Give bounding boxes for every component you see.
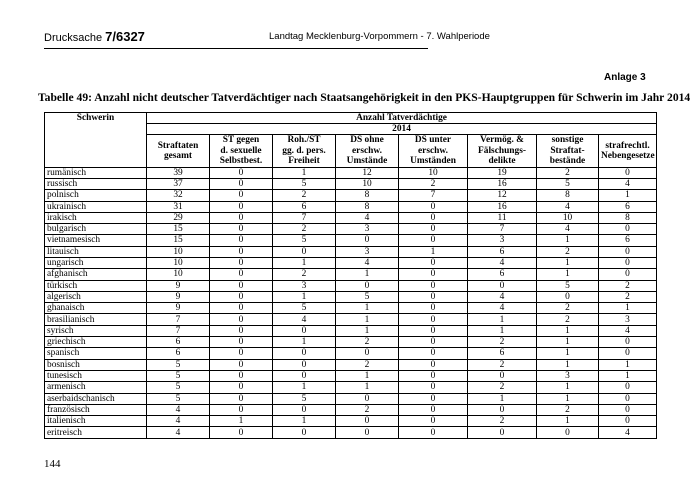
nationality-cell: ungarisch <box>45 258 147 269</box>
value-cell: 0 <box>399 224 468 235</box>
value-cell: 0 <box>210 393 273 404</box>
value-cell: 1 <box>537 359 599 370</box>
table-body <box>45 167 657 438</box>
table-group-header: Anzahl Tatverdächtige <box>147 113 657 124</box>
value-cell: 1 <box>468 314 537 325</box>
value-cell: 2 <box>599 280 657 291</box>
table-row <box>45 393 657 404</box>
table-row <box>45 416 657 427</box>
nationality-cell: ghanaisch <box>45 303 147 314</box>
value-cell: 2 <box>336 359 399 370</box>
table-row <box>45 325 657 336</box>
value-cell: 5 <box>273 235 336 246</box>
value-cell: 8 <box>537 190 599 201</box>
value-cell: 31 <box>147 201 210 212</box>
value-cell: 8 <box>336 201 399 212</box>
value-cell: 1 <box>468 393 537 404</box>
value-cell: 32 <box>147 190 210 201</box>
value-cell: 0 <box>210 212 273 223</box>
value-cell: 6 <box>147 348 210 359</box>
column-header: Vermög. & Fälschungs- delikte <box>468 135 537 167</box>
value-cell: 4 <box>336 258 399 269</box>
value-cell: 6 <box>147 337 210 348</box>
column-header: Straftaten gesamt <box>147 135 210 167</box>
value-cell: 2 <box>537 246 599 257</box>
value-cell: 4 <box>537 201 599 212</box>
value-cell: 0 <box>336 393 399 404</box>
value-cell: 0 <box>210 314 273 325</box>
table-row <box>45 427 657 438</box>
value-cell: 8 <box>599 212 657 223</box>
value-cell: 7 <box>399 190 468 201</box>
value-cell: 1 <box>599 303 657 314</box>
value-cell: 0 <box>210 291 273 302</box>
value-cell: 7 <box>273 212 336 223</box>
table-row <box>45 190 657 201</box>
value-cell: 4 <box>537 224 599 235</box>
value-cell: 0 <box>599 404 657 415</box>
value-cell: 1 <box>336 370 399 381</box>
value-cell: 0 <box>599 269 657 280</box>
value-cell: 0 <box>210 348 273 359</box>
value-cell: 3 <box>468 235 537 246</box>
value-cell: 1 <box>210 416 273 427</box>
table-row <box>45 359 657 370</box>
value-cell: 0 <box>336 280 399 291</box>
value-cell: 1 <box>336 382 399 393</box>
value-cell: 0 <box>210 325 273 336</box>
value-cell: 2 <box>537 314 599 325</box>
value-cell: 0 <box>399 235 468 246</box>
value-cell: 0 <box>210 370 273 381</box>
value-cell: 0 <box>468 370 537 381</box>
value-cell: 15 <box>147 235 210 246</box>
value-cell: 1 <box>336 269 399 280</box>
value-cell: 4 <box>599 178 657 189</box>
value-cell: 0 <box>399 314 468 325</box>
value-cell: 9 <box>147 280 210 291</box>
value-cell: 4 <box>468 291 537 302</box>
value-cell: 4 <box>273 314 336 325</box>
nationality-cell: ukrainisch <box>45 201 147 212</box>
document-number <box>44 29 145 44</box>
value-cell: 0 <box>399 269 468 280</box>
value-cell: 0 <box>599 246 657 257</box>
nationality-cell: brasilianisch <box>45 314 147 325</box>
value-cell: 2 <box>468 382 537 393</box>
value-cell: 0 <box>273 404 336 415</box>
value-cell: 6 <box>468 246 537 257</box>
value-cell: 1 <box>537 235 599 246</box>
value-cell: 0 <box>399 370 468 381</box>
value-cell: 0 <box>599 337 657 348</box>
value-cell: 0 <box>210 337 273 348</box>
value-cell: 0 <box>210 303 273 314</box>
header-divider <box>44 48 428 49</box>
value-cell: 0 <box>468 280 537 291</box>
value-cell: 2 <box>273 224 336 235</box>
value-cell: 6 <box>468 348 537 359</box>
column-header: sonstige Straftat- bestände <box>537 135 599 167</box>
value-cell: 0 <box>399 382 468 393</box>
value-cell: 0 <box>336 427 399 438</box>
value-cell: 0 <box>273 359 336 370</box>
value-cell: 0 <box>599 416 657 427</box>
value-cell: 0 <box>273 246 336 257</box>
value-cell: 10 <box>147 258 210 269</box>
document-label: Drucksache <box>44 32 103 44</box>
table-row <box>45 235 657 246</box>
value-cell: 0 <box>210 167 273 178</box>
value-cell: 0 <box>210 359 273 370</box>
value-cell: 4 <box>147 404 210 415</box>
value-cell: 1 <box>273 382 336 393</box>
value-cell: 10 <box>147 269 210 280</box>
nationality-cell: bosnisch <box>45 359 147 370</box>
value-cell: 0 <box>336 416 399 427</box>
value-cell: 0 <box>210 382 273 393</box>
table-row <box>45 269 657 280</box>
table-row <box>45 291 657 302</box>
value-cell: 0 <box>399 393 468 404</box>
value-cell: 1 <box>537 393 599 404</box>
table-row <box>45 314 657 325</box>
value-cell: 1 <box>537 258 599 269</box>
value-cell: 0 <box>399 404 468 415</box>
column-header: DS ohne erschw. Umstände <box>336 135 399 167</box>
value-cell: 2 <box>468 359 537 370</box>
table-row <box>45 224 657 235</box>
value-cell: 3 <box>537 370 599 381</box>
table-row <box>45 212 657 223</box>
value-cell: 5 <box>336 291 399 302</box>
table-row <box>45 370 657 381</box>
value-cell: 2 <box>273 190 336 201</box>
table-row <box>45 178 657 189</box>
nationality-cell: polnisch <box>45 190 147 201</box>
value-cell: 1 <box>273 167 336 178</box>
value-cell: 6 <box>273 201 336 212</box>
value-cell: 0 <box>399 280 468 291</box>
value-cell: 5 <box>147 393 210 404</box>
value-cell: 0 <box>210 201 273 212</box>
nationality-cell: algerisch <box>45 291 147 302</box>
column-header: ST gegen d. sexuelle Selbstbest. <box>210 135 273 167</box>
value-cell: 4 <box>599 325 657 336</box>
value-cell: 0 <box>537 427 599 438</box>
value-cell: 5 <box>147 382 210 393</box>
value-cell: 16 <box>468 201 537 212</box>
column-header: strafrechtl. Nebengesetze <box>599 135 657 167</box>
value-cell: 1 <box>537 348 599 359</box>
value-cell: 0 <box>399 291 468 302</box>
value-cell: 0 <box>599 258 657 269</box>
value-cell: 2 <box>273 269 336 280</box>
value-cell: 5 <box>537 178 599 189</box>
value-cell: 3 <box>336 224 399 235</box>
nationality-cell: griechisch <box>45 337 147 348</box>
value-cell: 1 <box>537 416 599 427</box>
value-cell: 11 <box>468 212 537 223</box>
table-row <box>45 201 657 212</box>
value-cell: 9 <box>147 291 210 302</box>
page-number: 144 <box>44 458 61 470</box>
value-cell: 6 <box>599 201 657 212</box>
value-cell: 10 <box>147 246 210 257</box>
value-cell: 15 <box>147 224 210 235</box>
value-cell: 0 <box>273 325 336 336</box>
table-row <box>45 246 657 257</box>
value-cell: 0 <box>210 258 273 269</box>
nationality-cell: armenisch <box>45 382 147 393</box>
nationality-cell: tunesisch <box>45 370 147 381</box>
column-header: Roh./ST gg. d. pers. Freiheit <box>273 135 336 167</box>
value-cell: 4 <box>147 416 210 427</box>
value-cell: 0 <box>399 359 468 370</box>
value-cell: 0 <box>210 178 273 189</box>
value-cell: 10 <box>537 212 599 223</box>
value-cell: 0 <box>210 280 273 291</box>
value-cell: 0 <box>210 269 273 280</box>
value-cell: 1 <box>273 258 336 269</box>
value-cell: 16 <box>468 178 537 189</box>
value-cell: 2 <box>399 178 468 189</box>
table-row <box>45 167 657 178</box>
table-row <box>45 303 657 314</box>
nationality-cell: afghanisch <box>45 269 147 280</box>
nationality-cell: bulgarisch <box>45 224 147 235</box>
nationality-cell: aserbaidschanisch <box>45 393 147 404</box>
value-cell: 0 <box>210 190 273 201</box>
value-cell: 12 <box>468 190 537 201</box>
value-cell: 0 <box>399 201 468 212</box>
value-cell: 5 <box>273 178 336 189</box>
table-title: Tabelle 49: Anzahl nicht deutscher Tatverdächtiger nach Staatsangehörigkeit in den PKS-Hauptgruppen für Schwerin im Jahr 2014 <box>38 91 691 104</box>
value-cell: 2 <box>537 167 599 178</box>
value-cell: 7 <box>468 224 537 235</box>
value-cell: 1 <box>273 337 336 348</box>
value-cell: 1 <box>599 370 657 381</box>
value-cell: 0 <box>273 348 336 359</box>
value-cell: 1 <box>336 325 399 336</box>
value-cell: 3 <box>336 246 399 257</box>
value-cell: 1 <box>537 337 599 348</box>
value-cell: 3 <box>599 314 657 325</box>
value-cell: 5 <box>147 370 210 381</box>
value-cell: 2 <box>336 404 399 415</box>
value-cell: 2 <box>336 337 399 348</box>
parliament-header: Landtag Mecklenburg-Vorpommern - 7. Wahlperiode <box>269 31 490 42</box>
nationality-cell: irakisch <box>45 212 147 223</box>
value-cell: 2 <box>537 303 599 314</box>
value-cell: 6 <box>468 269 537 280</box>
table-corner-header: Schwerin <box>45 113 147 168</box>
value-cell: 4 <box>599 427 657 438</box>
nationality-cell: türkisch <box>45 280 147 291</box>
value-cell: 0 <box>599 348 657 359</box>
value-cell: 0 <box>273 427 336 438</box>
value-cell: 0 <box>399 427 468 438</box>
value-cell: 0 <box>210 427 273 438</box>
value-cell: 0 <box>210 235 273 246</box>
value-cell: 37 <box>147 178 210 189</box>
value-cell: 4 <box>468 303 537 314</box>
value-cell: 0 <box>399 212 468 223</box>
value-cell: 7 <box>147 325 210 336</box>
value-cell: 19 <box>468 167 537 178</box>
value-cell: 0 <box>210 224 273 235</box>
value-cell: 0 <box>336 348 399 359</box>
value-cell: 1 <box>599 190 657 201</box>
value-cell: 1 <box>399 246 468 257</box>
nationality-cell: französisch <box>45 404 147 415</box>
nationality-cell: eritreisch <box>45 427 147 438</box>
nationality-cell: spanisch <box>45 348 147 359</box>
value-cell: 2 <box>468 337 537 348</box>
value-cell: 5 <box>273 303 336 314</box>
value-cell: 10 <box>336 178 399 189</box>
value-cell: 1 <box>273 416 336 427</box>
value-cell: 0 <box>210 404 273 415</box>
value-cell: 5 <box>147 359 210 370</box>
value-cell: 2 <box>468 416 537 427</box>
value-cell: 3 <box>273 280 336 291</box>
nationality-cell: vietnamesisch <box>45 235 147 246</box>
table-row <box>45 280 657 291</box>
table-row <box>45 258 657 269</box>
value-cell: 1 <box>537 382 599 393</box>
value-cell: 39 <box>147 167 210 178</box>
value-cell: 1 <box>336 303 399 314</box>
table-row <box>45 382 657 393</box>
value-cell: 4 <box>336 212 399 223</box>
nationality-cell: italienisch <box>45 416 147 427</box>
value-cell: 7 <box>147 314 210 325</box>
value-cell: 0 <box>399 416 468 427</box>
value-cell: 0 <box>399 303 468 314</box>
value-cell: 0 <box>537 291 599 302</box>
value-cell: 8 <box>336 190 399 201</box>
value-cell: 4 <box>468 258 537 269</box>
value-cell: 0 <box>599 382 657 393</box>
value-cell: 1 <box>336 314 399 325</box>
table-row <box>45 404 657 415</box>
value-cell: 0 <box>399 348 468 359</box>
nationality-cell: syrisch <box>45 325 147 336</box>
nationality-cell: litauisch <box>45 246 147 257</box>
value-cell: 5 <box>273 393 336 404</box>
value-cell: 0 <box>399 325 468 336</box>
value-cell: 0 <box>273 370 336 381</box>
value-cell: 12 <box>336 167 399 178</box>
value-cell: 0 <box>399 337 468 348</box>
value-cell: 1 <box>599 359 657 370</box>
value-cell: 0 <box>399 258 468 269</box>
value-cell: 0 <box>468 404 537 415</box>
value-cell: 1 <box>273 291 336 302</box>
value-cell: 0 <box>599 224 657 235</box>
table-year-header: 2014 <box>147 124 657 135</box>
value-cell: 6 <box>599 235 657 246</box>
value-cell: 2 <box>599 291 657 302</box>
value-cell: 0 <box>599 393 657 404</box>
nationality-cell: russisch <box>45 178 147 189</box>
column-header: DS unter erschw. Umständen <box>399 135 468 167</box>
value-cell: 9 <box>147 303 210 314</box>
table-row <box>45 348 657 359</box>
value-cell: 5 <box>537 280 599 291</box>
document-number-value: 7/6327 <box>105 29 145 44</box>
value-cell: 1 <box>468 325 537 336</box>
value-cell: 2 <box>537 404 599 415</box>
table-row <box>45 337 657 348</box>
annex-label: Anlage 3 <box>604 72 646 83</box>
value-cell: 4 <box>147 427 210 438</box>
value-cell: 1 <box>537 325 599 336</box>
value-cell: 0 <box>336 235 399 246</box>
statistics-table <box>44 112 657 439</box>
value-cell: 0 <box>599 167 657 178</box>
value-cell: 29 <box>147 212 210 223</box>
value-cell: 1 <box>537 269 599 280</box>
value-cell: 0 <box>468 427 537 438</box>
value-cell: 10 <box>399 167 468 178</box>
value-cell: 0 <box>210 246 273 257</box>
nationality-cell: rumänisch <box>45 167 147 178</box>
